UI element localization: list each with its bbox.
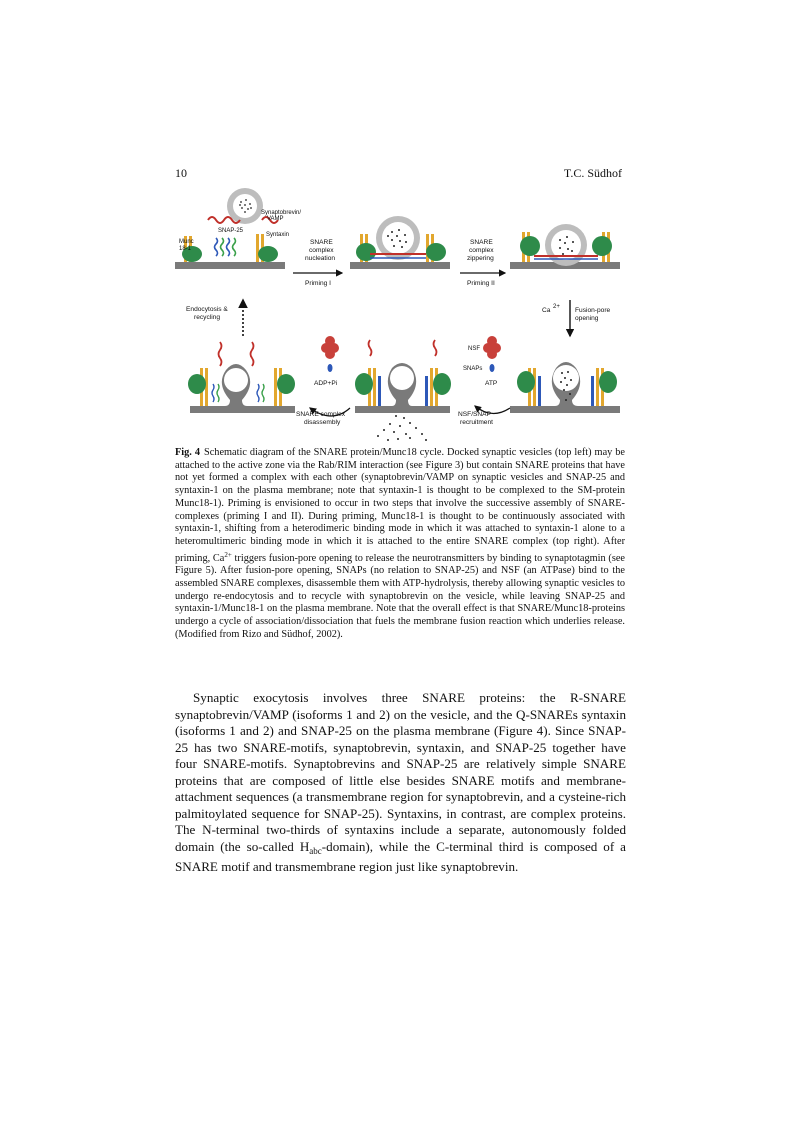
panel-release [355,340,451,441]
label-nsf-snap-2: recruitment [460,419,493,426]
label-nucleation-1: SNARE [310,239,333,246]
nsf-protein-left [321,336,339,359]
label-nsf-snap-1: NSF/SNAP [458,411,491,418]
panel-docked-vesicle [175,188,301,269]
released-neurotransmitter [377,415,427,441]
label-fusion-2: opening [575,315,599,322]
label-munc-2: 18-1 [179,246,192,252]
caption-text-2: triggers fusion-pore opening to release the neurotransmitters by binding to synaptotagmin (see Figure 5). After fusion-pore opening, SNAPs (no relation to SNAP-25) and NSF (an ATPase) bind to the assembled SNARE complexes, disassemble them with ATP-hydrolysis, thereby allowing synaptic vesicles to undergo re-endocytosis and to recycle with synaptobrevin on the vesicle, while leaving SNAP-25 and syntaxin-1/Munc18-1 on the plasma membrane. Note that the overall effect is that SNARE/Munc18-proteins undergo a cycle of association/dissociation that fuels the membrane fusion reaction which underlies release. (Modified from Rizo and Südhof, 2002). [175,552,625,640]
figure-4-diagram [170,188,630,443]
label-disassembly-1: SNARE complex [296,411,346,418]
label-ca: Ca [542,307,551,314]
nsf-protein-right [483,336,501,359]
label-nsf: NSF [468,346,480,352]
label-endocytosis-1: Endocytosis & [186,306,228,313]
figure-caption [175,447,625,642]
caption-text-1: Schematic diagram of the SNARE protein/Munc18 cycle. Docked synaptic vesicles (top left) may be attached to the active zone via the Rab/RIM interaction (see Figure 3) but contain SNARE proteins that have not yet formed a complex with each other (synaptobrevin/VAMP on synaptic vesicles and SNAP-25 and syntaxin-1 on the plasma membrane; note that syntaxin-1 is thought to be complexed to the SM-protein Munc18-1). Priming is envisioned to occur in two steps that involve the successive assembly of SNARE-complexes (priming I and II). During priming, Munc18-1 is thought to be continuously associated with syntaxin-1, shifting from a heterodimeric binding mode in which it was attached to syntaxin-1 alone to a heteromultimeric binding mode in which it is attached to the entire SNARE complex (top right). After priming, Ca [175,447,625,564]
panel-disassembled [188,342,295,413]
body-text-2: -domain), while the C-terminal third is composed of a SNARE motif and transmembrane region just like synaptobrevin. [175,838,626,874]
panel-zippered [510,224,620,269]
running-head-author: T.C. Südhof [563,166,622,180]
body-subscript-abc: abc [309,845,322,856]
label-synaptobrevin: Synaptobrevin/ [261,210,302,216]
label-nucleation-2: complex [309,247,334,254]
label-zippering-2: complex [469,247,494,254]
label-atp: ATP [485,380,498,387]
figure-label: Fig. 4 [175,447,200,458]
label-endocytosis-2: recycling [194,314,221,321]
plasma-membrane [175,262,285,269]
label-munc-1: Munc [179,239,194,245]
label-syntaxin: Syntaxin [266,232,290,238]
label-adp: ADP+Pi [314,380,338,387]
label-snap25: SNAP-25 [218,228,244,234]
label-snaps: SNAPs [463,366,483,372]
label-priming-1: Priming I [305,280,332,287]
panel-fusion-pore [510,362,620,413]
label-disassembly-2: disassembly [304,419,341,426]
body-text-1: Synaptic exocytosis involves three SNARE proteins: the R-SNARE synaptobrevin/VAMP (isoforms 1 and 2) on the vesicle, and the Q-SNAREs syntaxin (isoforms 1 and 2) and SNAP-25 on the plasma membrane (Figure 4). Since SNAP-25 has two SNARE-motifs, synaptobrevin, syntaxin, and SNAP-25 together have four SNARE-motifs. Synaptobrevins and SNAP-25 are relatively simple SNARE proteins that are composed of little else besides SNARE motifs and membrane-attachment sequences (a transmembrane region for synaptobrevin, and a cysteine-rich palmitoylated sequence for SNAP-25). Syntaxins, in contrast, are complex proteins. The N-terminal two-thirds of syntaxins include a separate, autonomously folded domain (the so-called H [175,690,626,854]
body-paragraph [175,690,626,876]
label-zippering-1: SNARE [470,239,493,246]
caption-ca-superscript: 2+ [224,550,232,559]
label-vamp: VAMP [267,216,284,222]
label-zippering-3: zippering [467,255,494,262]
page-number: 10 [175,166,187,180]
snap25 [215,238,236,256]
label-nucleation-3: nucleation [305,255,336,262]
panel-nucleation [350,216,450,269]
snaps-protein [490,364,495,372]
label-priming-2: Priming II [467,280,495,287]
label-fusion-1: Fusion-pore [575,307,611,314]
label-ca-sup: 2+ [553,304,560,310]
